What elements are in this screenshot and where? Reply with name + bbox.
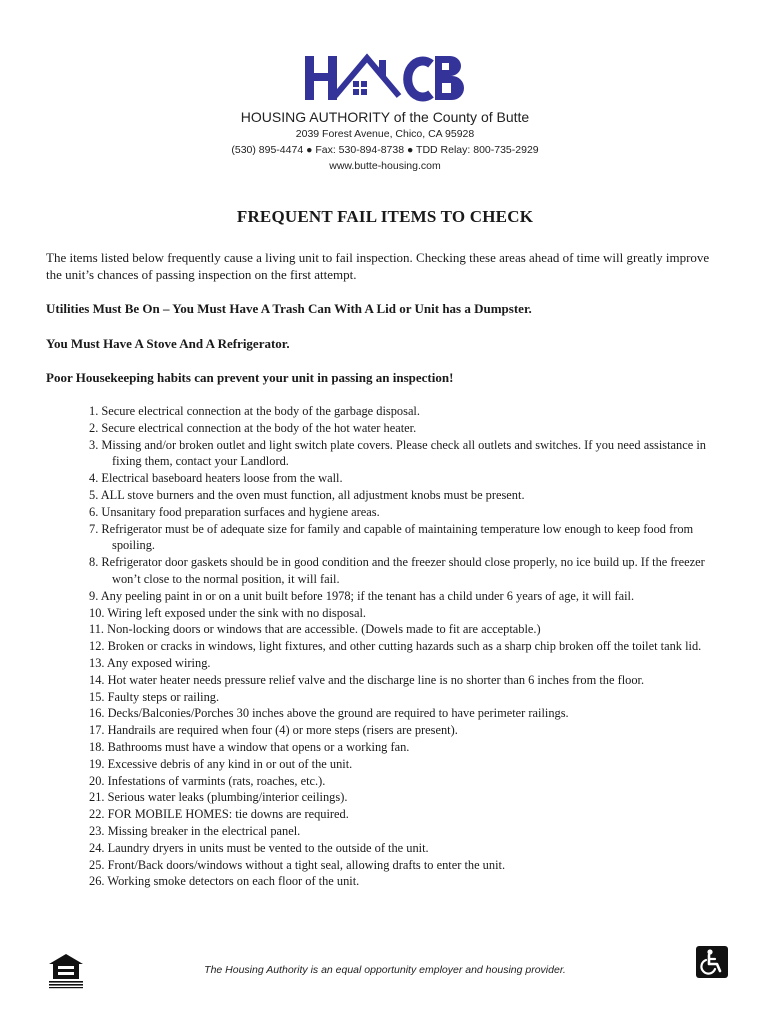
- list-item: 14. Hot water heater needs pressure relief valve and the discharge line is no shorter than 6 inches from the floor.: [89, 672, 645, 687]
- fail-items-list: [89, 403, 729, 890]
- list-item: 6. Unsanitary food preparation surfaces and hygiene areas.: [89, 504, 380, 519]
- list-item: 4. Electrical baseboard heaters loose from the wall.: [89, 471, 343, 486]
- list-item: 17. Handrails are required when four (4) or more steps (risers are present).: [89, 723, 458, 738]
- organization-name: HOUSING AUTHORITY of the County of Butte: [240, 109, 530, 125]
- list-item: 20. Infestations of varmints (rats, roaches, etc.).: [89, 773, 326, 788]
- page-title: FREQUENT FAIL ITEMS TO CHECK: [236, 207, 534, 226]
- equal-opportunity-statement: The Housing Authority is an equal opportunity employer and housing provider.: [204, 964, 566, 976]
- list-item: 18. Bathrooms must have a window that opens or a working fan.: [89, 739, 410, 754]
- organization-website: www.butte-housing.com: [329, 160, 441, 172]
- list-item: 24. Laundry dryers in units must be vented to the outside of the unit.: [89, 840, 429, 855]
- list-item: 9. Any peeling paint in or on a unit built before 1978; if the tenant has a child under 6 years of age, it will fail.: [89, 588, 635, 603]
- list-item: 10. Wiring left exposed under the sink with no disposal.: [89, 605, 366, 620]
- list-item: 22. FOR MOBILE HOMES: tie downs are required.: [89, 807, 349, 822]
- list-item: 15. Faulty steps or railing.: [89, 689, 220, 704]
- list-item: 11. Non-locking doors or windows that are accessible. (Dowels made to fit are acceptable.): [89, 622, 541, 637]
- housekeeping-warning: Poor Housekeeping habits can prevent your unit in passing an inspection!: [46, 370, 454, 385]
- organization-address: 2039 Forest Avenue, Chico, CA 95928: [295, 128, 475, 140]
- list-item: 19. Excessive debris of any kind in or out of the unit.: [89, 756, 353, 771]
- appliances-requirement: You Must Have A Stove And A Refrigerator.: [46, 336, 290, 351]
- list-item: 26. Working smoke detectors on each floor of the unit.: [89, 874, 360, 889]
- intro-paragraph: The items listed below frequently cause a living unit to fail inspection. Checking these areas ahead of time will greatly improve the unit’s chances of passing inspection on the first attempt.: [46, 250, 710, 282]
- list-item: 21. Serious water leaks (plumbing/interior ceilings).: [89, 790, 348, 805]
- list-item: 8. Refrigerator door gaskets should be in good condition and the freezer should close properly, no ice build up. If the freezer won’t close to the normal position, it will fail.: [89, 555, 705, 586]
- hacb-logo: [305, 52, 467, 102]
- list-item: 1. Secure electrical connection at the body of the garbage disposal.: [89, 404, 420, 418]
- list-item: 16. Decks/Balconies/Porches 30 inches above the ground are required to have perimeter railings.: [89, 706, 569, 721]
- wheelchair-accessibility-icon: [696, 946, 728, 978]
- list-item: 12. Broken or cracks in windows, light fixtures, and other cutting hazards such as a sharp chip broken off the toilet tank lid.: [89, 639, 702, 654]
- list-item: 23. Missing breaker in the electrical panel.: [89, 823, 301, 838]
- list-item: 5. ALL stove burners and the oven must function, all adjustment knobs must be present.: [89, 487, 525, 502]
- list-item: 13. Any exposed wiring.: [89, 655, 211, 670]
- list-item: 25. Front/Back doors/windows without a tight seal, allowing drafts to enter the unit.: [89, 857, 506, 872]
- utilities-requirement: Utilities Must Be On – You Must Have A Trash Can With A Lid or Unit has a Dumpster.: [46, 301, 532, 316]
- list-item: 2. Secure electrical connection at the body of the hot water heater.: [89, 420, 417, 435]
- list-item: 7. Refrigerator must be of adequate size for family and capable of maintaining temperature low enough to keep food from spoiling.: [89, 521, 694, 553]
- list-item: 3. Missing and/or broken outlet and light switch plate covers. Please check all outlets and switches. If you need assistance in fixing them, contact your Landlord.: [89, 437, 706, 469]
- organization-contact: (530) 895-4474 ● Fax: 530-894-8738 ● TDD Relay: 800-735-2929: [231, 144, 539, 156]
